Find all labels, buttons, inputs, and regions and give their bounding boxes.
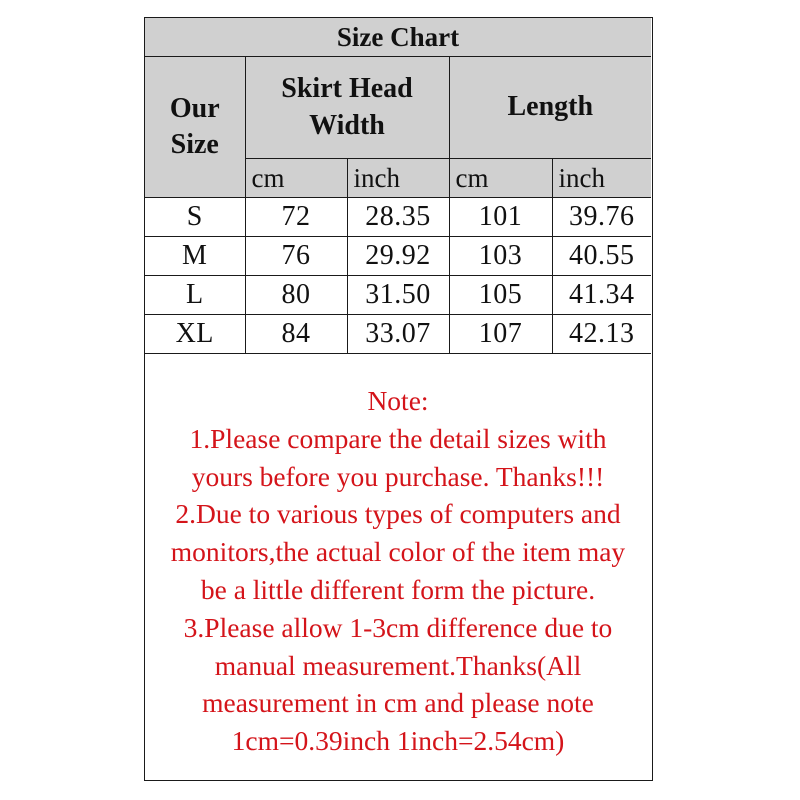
header-row [145, 57, 651, 159]
width-cm-cell: 76 [245, 237, 347, 276]
size-cell: L [145, 276, 245, 315]
note-line: 2.Due to various types of computers and [175, 498, 621, 530]
length-inch-cell: 40.55 [552, 237, 651, 276]
unit-length-inch: inch [552, 159, 651, 198]
note-line: 1cm=0.39inch 1inch=2.54cm) [231, 725, 565, 757]
unit-width-cm: cm [245, 159, 347, 198]
length-cm-cell: 101 [449, 198, 552, 237]
length-cm-cell: 103 [449, 237, 552, 276]
our-size-header-line1: Our [169, 92, 220, 124]
size-table [145, 18, 651, 354]
length-inch-cell: 41.34 [552, 276, 651, 315]
length-header: Length [449, 57, 651, 159]
note-line: be a little different form the picture. [200, 573, 596, 605]
length-cm-cell: 105 [449, 276, 552, 315]
width-cm-cell: 72 [245, 198, 347, 237]
size-cell: XL [145, 315, 245, 354]
width-cm-cell: 84 [245, 315, 347, 354]
skirt-head-header-line1: Skirt Head [281, 73, 413, 105]
chart-title: Size Chart [145, 18, 651, 57]
note-line: manual measurement.Thanks(All [214, 649, 582, 681]
table-row [145, 237, 651, 276]
note-heading: Note: [367, 385, 429, 416]
note-line: monitors,the actual color of the item may [170, 536, 626, 568]
note-line: measurement in cm and please note [202, 687, 594, 719]
skirt-head-width-header [245, 57, 449, 159]
width-inch-cell: 28.35 [347, 198, 449, 237]
length-inch-cell: 42.13 [552, 315, 651, 354]
title-row [145, 18, 651, 57]
note-section [145, 382, 651, 760]
length-cm-cell: 107 [449, 315, 552, 354]
width-inch-cell: 31.50 [347, 276, 449, 315]
unit-width-inch: inch [347, 159, 449, 198]
note-line: 3.Please allow 1-3cm difference due to [183, 611, 613, 643]
size-cell: M [145, 237, 245, 276]
note-line: yours before you purchase. Thanks!!! [191, 460, 605, 492]
width-inch-cell: 29.92 [347, 237, 449, 276]
size-cell: S [145, 198, 245, 237]
skirt-head-header-line2: Width [309, 109, 385, 141]
note-line: 1.Please compare the detail sizes with [189, 422, 607, 454]
size-chart [144, 17, 653, 781]
width-inch-cell: 33.07 [347, 315, 449, 354]
our-size-header-line2: Size [170, 129, 219, 160]
width-cm-cell: 80 [245, 276, 347, 315]
table-row [145, 315, 651, 354]
length-inch-cell: 39.76 [552, 198, 651, 237]
table-row [145, 198, 651, 237]
table-row [145, 276, 651, 315]
our-size-header [145, 57, 245, 198]
unit-length-cm: cm [449, 159, 552, 198]
